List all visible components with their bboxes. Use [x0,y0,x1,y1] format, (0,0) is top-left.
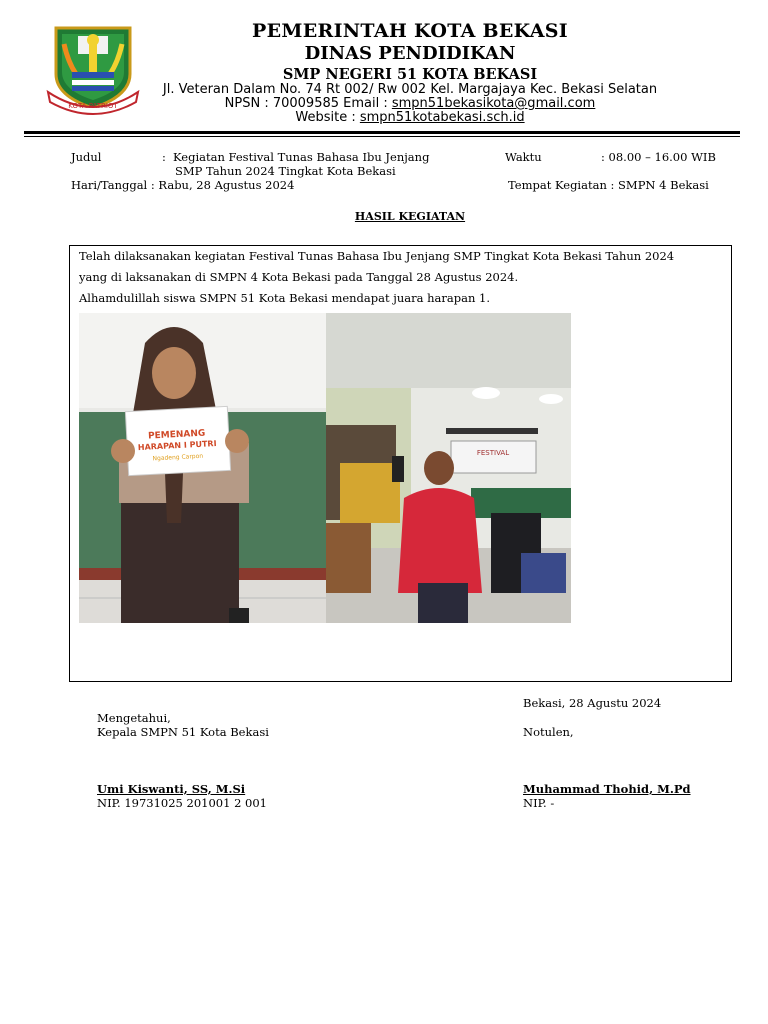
signature-place-date: Bekasi, 28 Agustu 2024 [523,696,662,710]
header-department: DINAS PENDIDIKAN [304,43,516,64]
photo-student-certificate [79,313,326,623]
certificate-text-line2: HARAPAN I PUTRI [137,438,217,453]
judul-label: Judul [71,150,102,164]
waktu-value: : 08.00 – 16.00 WIB [601,150,716,164]
hari-tanggal: Hari/Tanggal : Rabu, 28 Agustus 2024 [71,178,295,192]
judul-value-line2: SMP Tahun 2024 Tingkat Kota Bekasi [175,164,396,178]
header-address: Jl. Veteran Dalam No. 74 Rt 002/ Rw 002 Kel. Margajaya Kec. Bekasi Selatan [162,82,658,97]
signature-left-label1: Mengetahui, [97,711,171,725]
logo-caption: KOTA PATRIOT [68,102,118,110]
signature-right-label: Notulen, [523,725,574,739]
header-npsn-email [120,96,700,111]
npsn-label: NPSN : 70009585 Email : [224,96,392,111]
email-link[interactable]: smpn51bekasikota@gmail.com [391,96,596,111]
header-divider-thin [24,136,740,137]
certificate-text-line1: PEMENANG [147,428,206,442]
signature-left-name: Umi Kiswanti, SS, M.Si [97,782,246,796]
signature-right-nip: NIP. - [523,796,555,810]
body-paragraph-2: yang di laksanakan di SMPN 4 Kota Bekasi pada Tanggal 28 Agustus 2024. [79,270,519,284]
tempat-kegiatan: Tempat Kegiatan : SMPN 4 Bekasi [508,178,709,192]
signature-right-name: Muhammad Thohid, M.Pd [523,782,691,796]
section-title: HASIL KEGIATAN [354,210,466,223]
header-school: SMP NEGERI 51 KOTA BEKASI [282,66,538,83]
header-government: PEMERINTAH KOTA BEKASI [252,20,568,42]
website-link[interactable]: smpn51kotabekasi.sch.id [359,110,525,125]
certificate-text-line3: Ngadeng Carpon [152,452,204,463]
signature-left-nip: NIP. 19731025 201001 2 001 [97,796,267,810]
body-paragraph-3: Alhamdulillah siswa SMPN 51 Kota Bekasi mendapat juara harapan 1. [79,291,490,305]
body-paragraph-1: Telah dilaksanakan kegiatan Festival Tunas Bahasa Ibu Jenjang SMP Tingkat Kota Bekasi Tahun 2024 [79,249,675,263]
judul-separator: : [162,150,166,164]
signature-left-label2: Kepala SMPN 51 Kota Bekasi [97,725,269,739]
header-website [120,110,700,125]
header-divider-thick [24,131,740,134]
venue-banner-text: FESTIVAL [476,449,510,457]
waktu-label: Waktu [505,150,542,164]
judul-value-line1: Kegiatan Festival Tunas Bahasa Ibu Jenjang [173,150,430,164]
photo-teacher-venue [326,313,571,623]
website-label: Website : [295,110,360,125]
